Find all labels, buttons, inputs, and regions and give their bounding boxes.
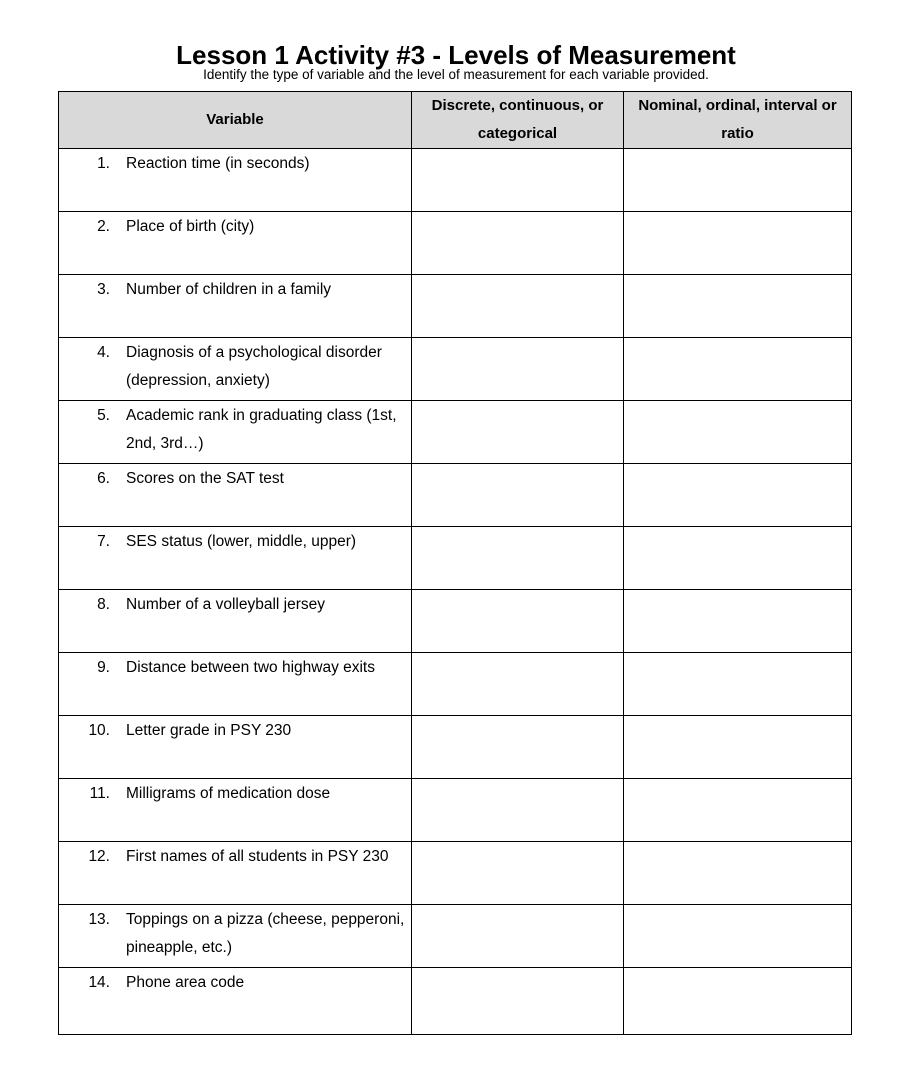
row-number: 9. bbox=[97, 659, 110, 676]
row-number: 11. bbox=[89, 785, 110, 802]
type-answer-cell[interactable] bbox=[412, 779, 624, 842]
row-number: 2. bbox=[97, 218, 110, 235]
variable-name: Phone area code bbox=[126, 974, 245, 991]
level-answer-cell[interactable] bbox=[624, 464, 852, 527]
variable-name: Letter grade in PSY 230 bbox=[126, 722, 292, 739]
table-row bbox=[59, 401, 852, 464]
type-answer-cell[interactable] bbox=[412, 464, 624, 527]
row-number: 14. bbox=[88, 974, 110, 991]
variable-name: First names of all students in PSY 230 bbox=[126, 848, 389, 865]
table-row bbox=[59, 968, 852, 1035]
table-row bbox=[59, 653, 852, 716]
row-number: 7. bbox=[97, 533, 110, 550]
variable-cell bbox=[59, 212, 412, 275]
row-number: 8. bbox=[97, 596, 110, 613]
variable-cell bbox=[59, 842, 412, 905]
type-answer-cell[interactable] bbox=[412, 212, 624, 275]
variable-cell bbox=[59, 527, 412, 590]
level-answer-cell[interactable] bbox=[624, 716, 852, 779]
type-answer-cell[interactable] bbox=[412, 905, 624, 968]
header-row bbox=[59, 92, 852, 149]
header-variable: Variable bbox=[59, 92, 412, 149]
variable-cell bbox=[59, 653, 412, 716]
table-row bbox=[59, 212, 852, 275]
type-answer-cell[interactable] bbox=[412, 653, 624, 716]
variable-cell bbox=[59, 149, 412, 212]
type-answer-cell[interactable] bbox=[412, 401, 624, 464]
row-number: 4. bbox=[97, 344, 110, 361]
table-row bbox=[59, 716, 852, 779]
header-variable-type: Discrete, continuous, or categorical bbox=[412, 92, 624, 149]
table-row bbox=[59, 338, 852, 401]
row-number: 13. bbox=[88, 911, 110, 928]
row-number: 12. bbox=[88, 848, 110, 865]
variable-name: Diagnosis of a psychological disorder (depression, anxiety) bbox=[126, 344, 382, 389]
level-answer-cell[interactable] bbox=[624, 338, 852, 401]
variable-cell bbox=[59, 905, 412, 968]
type-answer-cell[interactable] bbox=[412, 716, 624, 779]
row-number: 3. bbox=[97, 281, 110, 298]
row-number: 5. bbox=[97, 407, 110, 424]
level-answer-cell[interactable] bbox=[624, 905, 852, 968]
level-answer-cell[interactable] bbox=[624, 401, 852, 464]
level-answer-cell[interactable] bbox=[624, 842, 852, 905]
level-answer-cell[interactable] bbox=[624, 527, 852, 590]
variable-cell bbox=[59, 338, 412, 401]
level-answer-cell[interactable] bbox=[624, 590, 852, 653]
table-row bbox=[59, 905, 852, 968]
type-answer-cell[interactable] bbox=[412, 275, 624, 338]
variable-name: Distance between two highway exits bbox=[126, 659, 375, 676]
page-title: Lesson 1 Activity #3 - Levels of Measurement bbox=[176, 40, 736, 71]
type-answer-cell[interactable] bbox=[412, 968, 624, 1035]
table-row bbox=[59, 779, 852, 842]
type-answer-cell[interactable] bbox=[412, 527, 624, 590]
table-row bbox=[59, 590, 852, 653]
type-answer-cell[interactable] bbox=[412, 338, 624, 401]
measurement-table bbox=[58, 91, 852, 1035]
level-answer-cell[interactable] bbox=[624, 779, 852, 842]
variable-cell bbox=[59, 590, 412, 653]
table-row bbox=[59, 275, 852, 338]
variable-name: Academic rank in graduating class (1st, 2nd, 3rd…) bbox=[126, 407, 397, 452]
row-number: 6. bbox=[97, 470, 110, 487]
header-measurement-level: Nominal, ordinal, interval or ratio bbox=[624, 92, 852, 149]
variable-cell bbox=[59, 968, 412, 1035]
table-row bbox=[59, 149, 852, 212]
level-answer-cell[interactable] bbox=[624, 149, 852, 212]
type-answer-cell[interactable] bbox=[412, 149, 624, 212]
variable-name: SES status (lower, middle, upper) bbox=[126, 533, 357, 550]
variable-name: Toppings on a pizza (cheese, pepperoni, pineapple, etc.) bbox=[126, 911, 405, 956]
table-row bbox=[59, 464, 852, 527]
variable-name: Place of birth (city) bbox=[126, 218, 255, 235]
row-number: 10. bbox=[88, 722, 110, 739]
table-row bbox=[59, 527, 852, 590]
variable-name: Number of children in a family bbox=[126, 281, 332, 298]
variable-cell bbox=[59, 779, 412, 842]
level-answer-cell[interactable] bbox=[624, 653, 852, 716]
type-answer-cell[interactable] bbox=[412, 842, 624, 905]
instructions: Identify the type of variable and the level of measurement for each variable provided. bbox=[203, 67, 709, 82]
variable-cell bbox=[59, 275, 412, 338]
variable-cell bbox=[59, 401, 412, 464]
type-answer-cell[interactable] bbox=[412, 590, 624, 653]
table-row bbox=[59, 842, 852, 905]
variable-cell bbox=[59, 464, 412, 527]
variable-name: Scores on the SAT test bbox=[126, 470, 284, 487]
row-number: 1. bbox=[97, 155, 110, 172]
level-answer-cell[interactable] bbox=[624, 968, 852, 1035]
variable-name: Reaction time (in seconds) bbox=[126, 155, 310, 172]
variable-cell bbox=[59, 716, 412, 779]
variable-name: Milligrams of medication dose bbox=[126, 785, 331, 802]
level-answer-cell[interactable] bbox=[624, 275, 852, 338]
variable-name: Number of a volleyball jersey bbox=[126, 596, 326, 613]
level-answer-cell[interactable] bbox=[624, 212, 852, 275]
